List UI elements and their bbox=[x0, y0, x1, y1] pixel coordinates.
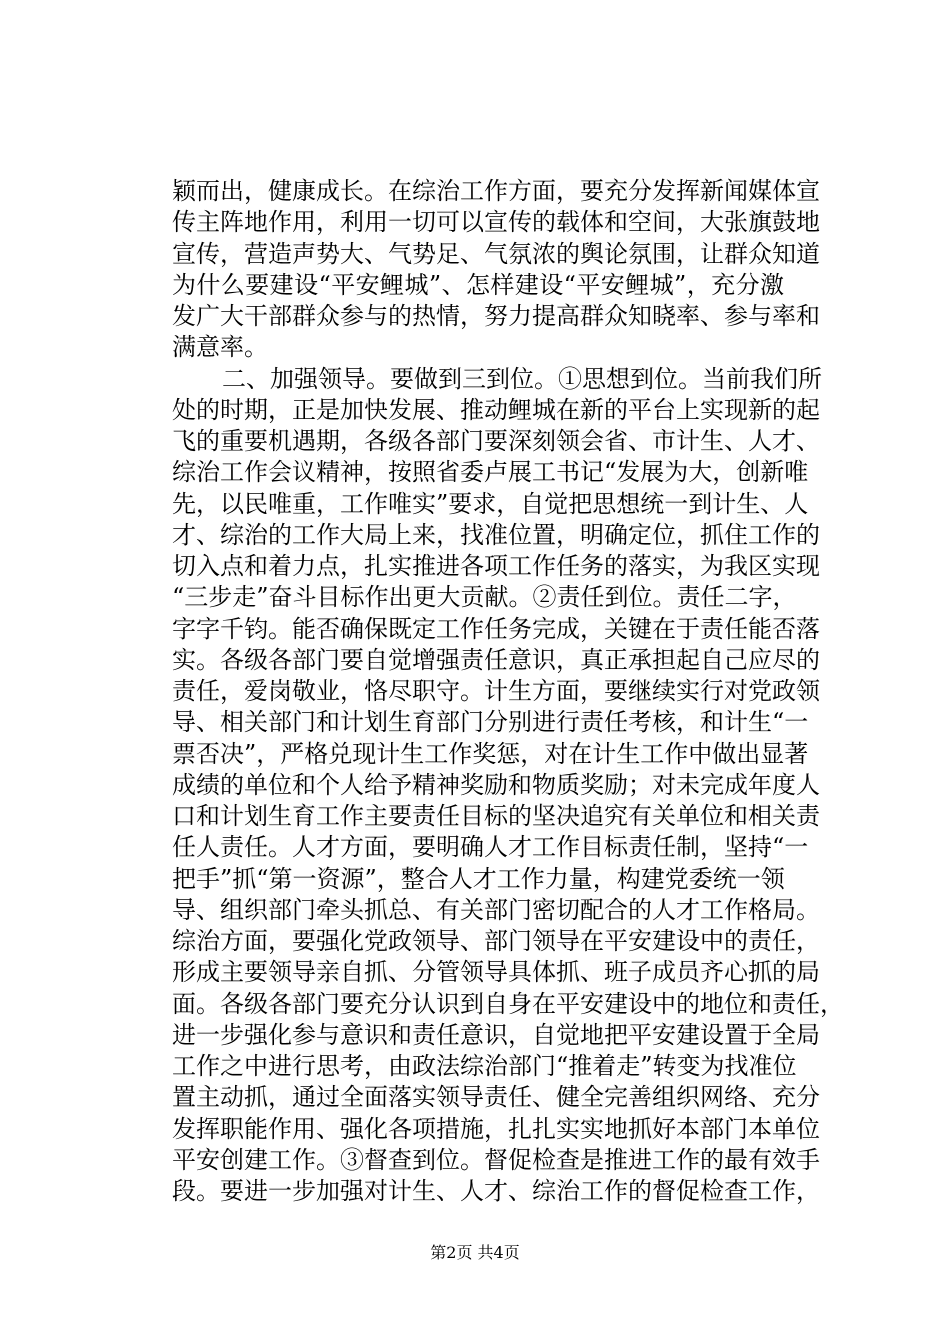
paragraph-line: 传主阵地作用，利用一切可以宣传的载体和空间，大张旗鼓地 bbox=[172, 208, 820, 236]
paragraph-line: 处的时期，正是加快发展、推动鲤城在新的平台上实现新的起 bbox=[172, 396, 820, 424]
paragraph-line: 平安创建工作。③督查到位。督促检查是推进工作的最有效手 bbox=[172, 1146, 820, 1174]
paragraph-line: 飞的重要机遇期，各级各部门要深刻领会省、市计生、人才、 bbox=[172, 427, 820, 455]
paragraph-line: 实。各级各部门要自觉增强责任意识，真正承担起自己应尽的 bbox=[172, 646, 820, 674]
paragraph-line: 才、综治的工作大局上来，找准位置，明确定位，抓住工作的 bbox=[172, 521, 820, 549]
paragraph-line: 发广大干部群众参与的热情，努力提高群众知晓率、参与率和 bbox=[172, 302, 820, 330]
paragraph-line: 进一步强化参与意识和责任意识，自觉地把平安建设置于全局 bbox=[172, 1021, 820, 1049]
paragraph-line: 综治工作会议精神，按照省委卢展工书记“发展为大，创新唯 bbox=[172, 458, 809, 486]
paragraph-line: 责任，爱岗敬业，恪尽职守。计生方面，要继续实行对党政领 bbox=[172, 677, 820, 705]
paragraph-line: 成绩的单位和个人给予精神奖励和物质奖励；对未完成年度人 bbox=[172, 771, 820, 799]
paragraph-line: 切入点和着力点，扎实推进各项工作任务的落实，为我区实现 bbox=[172, 552, 820, 580]
paragraph-line: 工作之中进行思考，由政法综治部门“推着走”转变为找准位 bbox=[172, 1052, 797, 1080]
paragraph-line: 把手”抓“第一资源”，整合人才工作力量，构建党委统一领 bbox=[172, 865, 785, 893]
paragraph-line: 任人责任。人才方面，要明确人才工作目标责任制，坚持“一 bbox=[172, 833, 809, 861]
paragraph-line: 为什么要建设“平安鲤城”、怎样建设“平安鲤城”，充分激 bbox=[172, 271, 784, 299]
paragraph-line: 先，以民唯重，工作唯实”要求，自觉把思想统一到计生、人 bbox=[172, 490, 809, 518]
paragraph-line: 形成主要领导亲自抓、分管领导具体抓、班子成员齐心抓的局 bbox=[172, 958, 820, 986]
paragraph-line: “三步走”奋斗目标作出更大贡献。②责任到位。责任二字， bbox=[172, 583, 797, 611]
paragraph-line: 票否决”，严格兑现计生工作奖惩，对在计生工作中做出显著 bbox=[172, 740, 809, 768]
page-footer: 第2页 共4页 bbox=[430, 1243, 520, 1262]
paragraph-line: 宣传，营造声势大、气势足、气氛浓的舆论氛围，让群众知道 bbox=[172, 240, 820, 268]
paragraph-line: 导、相关部门和计划生育部门分别进行责任考核，和计生“一 bbox=[172, 708, 809, 736]
paragraph-line: 置主动抓，通过全面落实领导责任、健全完善组织网络、充分 bbox=[172, 1083, 820, 1111]
paragraph-line: 颖而出，健康成长。在综治工作方面，要充分发挥新闻媒体宣 bbox=[172, 177, 820, 205]
paragraph-line: 综治方面，要强化党政领导、部门领导在平安建设中的责任， bbox=[172, 927, 820, 955]
paragraph-line: 面。各级各部门要充分认识到自身在平安建设中的地位和责任， bbox=[172, 990, 844, 1018]
paragraph-line: 二、加强领导。要做到三到位。①思想到位。当前我们所 bbox=[222, 365, 822, 393]
paragraph-line: 段。要进一步加强对计生、人才、综治工作的督促检查工作， bbox=[172, 1177, 820, 1205]
paragraph-line: 字字千钧。能否确保既定工作任务完成，关键在于责任能否落 bbox=[172, 615, 820, 643]
paragraph-line: 口和计划生育工作主要责任目标的坚决追究有关单位和相关责 bbox=[172, 802, 820, 830]
paragraph-line: 发挥职能作用、强化各项措施，扎扎实实地抓好本部门本单位 bbox=[172, 1115, 820, 1143]
paragraph-line: 导、组织部门牵头抓总、有关部门密切配合的人才工作格局。 bbox=[172, 896, 820, 924]
paragraph-line: 满意率。 bbox=[172, 333, 268, 361]
